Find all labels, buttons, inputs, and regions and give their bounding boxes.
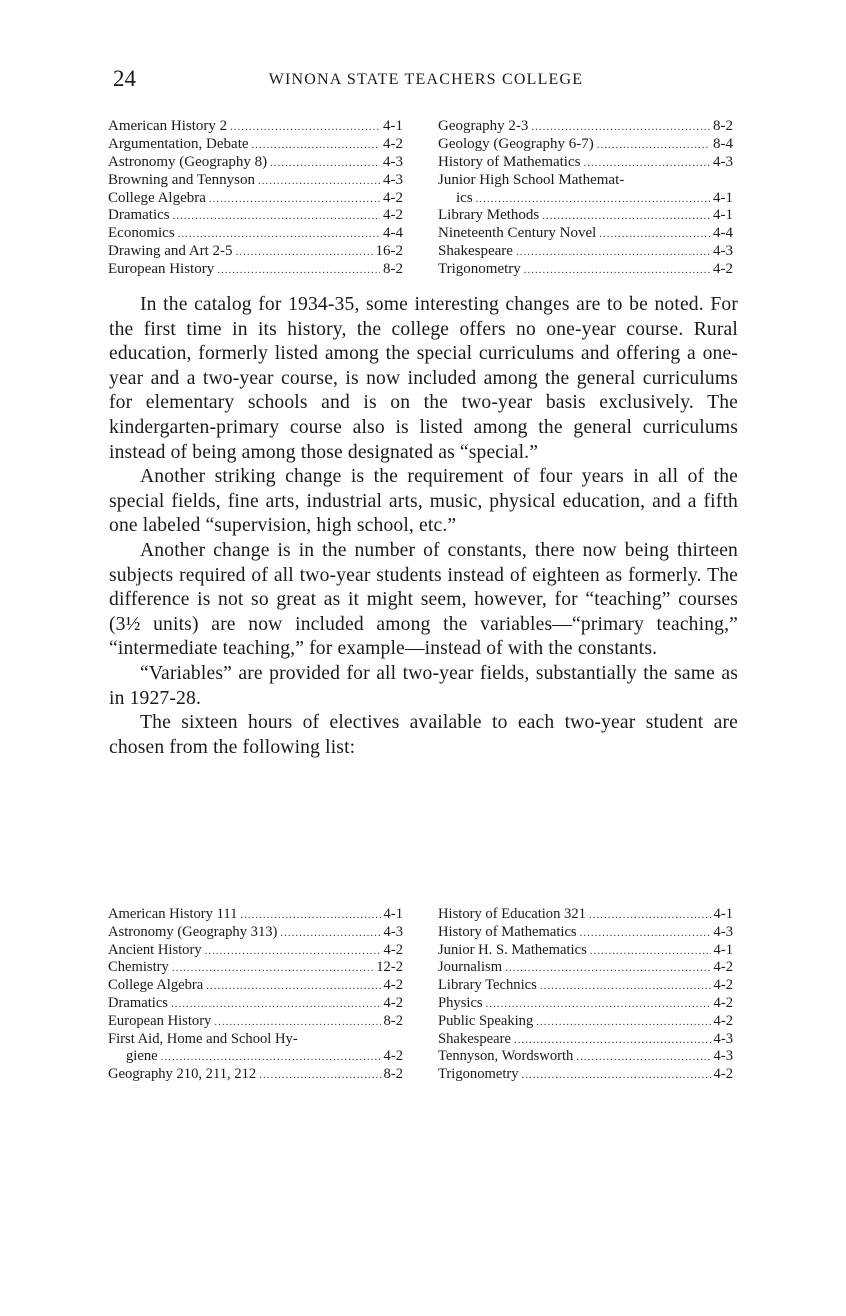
course-credit: 4-3 (383, 171, 403, 188)
dot-leader (540, 978, 711, 996)
course-name: Geology (Geography 6-7) (438, 135, 594, 152)
course-name: Shakespeare (438, 1030, 511, 1047)
course-name: Chemistry (108, 959, 169, 976)
dot-leader (590, 943, 711, 961)
course-item (108, 172, 403, 190)
course-item (438, 1013, 733, 1031)
course-credit: 4-2 (383, 1048, 403, 1065)
course-item (108, 942, 403, 960)
course-item (108, 924, 403, 942)
course-credit: 4-1 (713, 941, 733, 958)
paragraph: Another striking change is the requirement of four years in all of the special fields, fine arts, industrial arts, music, physical education, and a fifth one labeled “supervision, high school, etc.” (109, 466, 738, 537)
course-name: Shakespeare (438, 243, 513, 260)
course-item (108, 959, 403, 977)
dot-leader (505, 960, 710, 978)
dot-leader (486, 996, 711, 1014)
course-credit: 4-2 (383, 207, 403, 224)
course-name: Browning and Tennyson (108, 171, 255, 188)
dot-leader (524, 262, 710, 280)
course-name: Nineteenth Century Novel (438, 225, 597, 242)
electives-column-right (438, 906, 733, 1084)
dot-leader (205, 943, 381, 961)
course-credit: 8-2 (383, 261, 403, 278)
course-item (108, 1013, 403, 1031)
paragraph: In the catalog for 1934-35, some interesting changes are to be noted. For the first time in its history, the college offers no one-year course. Rural education, formerly listed among the special curriculums and offering a one-year and a two-year course, is now included among the general curriculums for elementary schools and is on the two-year basis exclusively. The kindergarten-primary course also is listed among the general curriculums instead of being among those designated as “special.” (109, 294, 738, 463)
course-item (108, 225, 403, 243)
course-credit: 4-3 (713, 1030, 733, 1047)
course-name: History of Mathematics (438, 923, 577, 940)
course-name: Ancient History (108, 941, 202, 958)
course-item (438, 136, 733, 154)
course-credit: 4-2 (713, 1066, 733, 1083)
course-credit: 8-2 (383, 1066, 403, 1083)
course-credit: 4-2 (713, 261, 733, 278)
course-item (108, 154, 403, 172)
dot-leader (280, 925, 380, 943)
course-name: First Aid, Home and School Hy- (108, 1030, 298, 1047)
course-item (438, 118, 733, 136)
course-item (438, 1048, 733, 1066)
dot-leader (230, 119, 380, 137)
dot-leader (589, 907, 711, 925)
course-credit: 8-2 (383, 1012, 403, 1029)
dot-leader (217, 262, 380, 280)
course-item (108, 207, 403, 225)
course-item (438, 190, 733, 208)
course-name: Library Technics (438, 977, 537, 994)
dot-leader (516, 244, 710, 262)
course-credit: 4-4 (713, 225, 733, 242)
course-credit: 4-3 (713, 243, 733, 260)
course-item (108, 995, 403, 1013)
electives-column-left (108, 906, 403, 1084)
course-credit: 4-3 (383, 923, 403, 940)
dot-leader (599, 226, 710, 244)
course-item (438, 261, 733, 279)
dot-leader (206, 978, 380, 996)
dot-leader (178, 226, 380, 244)
course-credit: 4-1 (713, 207, 733, 224)
course-item (438, 1031, 733, 1049)
course-item (438, 225, 733, 243)
course-name: European History (108, 1012, 212, 1029)
dot-leader (171, 996, 381, 1014)
course-name-continuation: ics (456, 189, 473, 206)
course-item (108, 1048, 403, 1066)
course-name: History of Education 321 (438, 906, 586, 922)
course-credit: 4-2 (713, 959, 733, 976)
course-name: College Algebra (108, 977, 204, 994)
course-credit: 4-2 (713, 994, 733, 1011)
course-name: Economics (108, 225, 175, 242)
running-head: WINONA STATE TEACHERS COLLEGE (268, 71, 584, 88)
paragraph: “Variables” are provided for all two-year fields, substantially the same as in 1927-28. (109, 662, 738, 709)
course-credit: 8-2 (713, 118, 733, 134)
course-item (438, 1066, 733, 1084)
course-item (438, 942, 733, 960)
page-number: 24 (113, 66, 136, 91)
course-name: History of Mathematics (438, 153, 581, 170)
course-credit: 4-3 (713, 923, 733, 940)
dot-leader (531, 119, 710, 137)
course-name: Geography 210, 211, 212 (108, 1066, 257, 1083)
course-name: Argumentation, Debate (108, 135, 249, 152)
course-item (108, 1066, 403, 1084)
course-name: Astronomy (Geography 8) (108, 153, 268, 170)
course-item (108, 190, 403, 208)
paragraph: The sixteen hours of electives available to each two-year student are chosen from the following list: (109, 712, 738, 758)
course-column-left (108, 118, 403, 279)
course-credit: 4-2 (713, 977, 733, 994)
course-credit: 4-2 (383, 135, 403, 152)
course-credit: 4-3 (383, 153, 403, 170)
dot-leader (161, 1049, 381, 1067)
paragraph: Another change is in the number of constants, there now being thirteen subjects required of all two-year students instead of eighteen as formerly. The difference is not so great as it might seem, however, for “teaching” courses (3½ units) are now included among the variables—“primary teaching,” “intermediate teaching,” for example—instead of with the constants. (109, 539, 738, 660)
course-name: Physics (438, 994, 483, 1011)
course-name: Dramatics (108, 994, 168, 1011)
course-item (108, 261, 403, 279)
dot-leader (214, 1014, 380, 1032)
course-item (108, 118, 403, 136)
dot-leader (270, 155, 380, 173)
dot-leader (597, 137, 710, 155)
dot-leader (258, 173, 380, 191)
dot-leader (236, 244, 373, 262)
page-header (113, 66, 739, 96)
course-name: Junior High School Mathemat- (438, 171, 625, 188)
course-name: Drawing and Art 2-5 (108, 243, 233, 260)
course-item (108, 977, 403, 995)
course-credit: 4-1 (713, 906, 733, 922)
course-credit: 12-2 (376, 959, 403, 976)
course-column-right (438, 118, 733, 279)
course-item (438, 207, 733, 225)
dot-leader (209, 191, 380, 209)
dot-leader (514, 1032, 711, 1050)
course-item (438, 995, 733, 1013)
course-credit: 4-2 (713, 1012, 733, 1029)
course-name: Astronomy (Geography 313) (108, 923, 278, 940)
course-name: Public Speaking (438, 1012, 534, 1029)
dot-leader (583, 155, 710, 173)
course-credit: 4-4 (383, 225, 403, 242)
course-credit: 4-3 (713, 1048, 733, 1065)
course-name: Trigonometry (438, 261, 521, 278)
course-name: American History 111 (108, 906, 238, 922)
course-item (438, 154, 733, 172)
course-credit: 4-1 (383, 906, 403, 922)
course-item (438, 977, 733, 995)
course-credit: 4-1 (713, 189, 733, 206)
dot-leader (259, 1067, 380, 1085)
dot-leader (580, 925, 711, 943)
course-name: European History (108, 261, 215, 278)
dot-leader (536, 1014, 710, 1032)
dot-leader (173, 208, 380, 226)
dot-leader (576, 1049, 710, 1067)
dot-leader (522, 1067, 711, 1085)
course-item (438, 243, 733, 261)
course-item (108, 906, 403, 924)
course-credit: 4-2 (383, 977, 403, 994)
dot-leader (172, 960, 373, 978)
course-name: Trigonometry (438, 1066, 519, 1083)
course-credit: 4-2 (383, 941, 403, 958)
dot-leader (542, 208, 710, 226)
course-credit: 4-2 (383, 994, 403, 1011)
course-credit: 4-2 (383, 189, 403, 206)
course-name: College Algebra (108, 189, 206, 206)
course-name: American History 2 (108, 118, 228, 134)
dot-leader (252, 137, 380, 155)
course-name-continuation: giene (126, 1048, 158, 1065)
dot-leader (476, 191, 710, 209)
course-credit: 8-4 (713, 135, 733, 152)
course-name: Tennyson, Wordsworth (438, 1048, 574, 1065)
body-text (109, 293, 738, 760)
course-name: Journalism (438, 959, 503, 976)
course-item (438, 906, 733, 924)
course-name: Geography 2-3 (438, 118, 529, 134)
dot-leader (240, 907, 380, 925)
course-name: Junior H. S. Mathematics (438, 941, 587, 958)
course-item (108, 136, 403, 154)
course-credit: 4-1 (383, 118, 403, 134)
course-credit: 4-3 (713, 153, 733, 170)
course-name: Dramatics (108, 207, 170, 224)
course-item (108, 243, 403, 261)
course-credit: 16-2 (375, 243, 403, 260)
course-name: Library Methods (438, 207, 540, 224)
course-item (438, 959, 733, 977)
course-item (438, 924, 733, 942)
